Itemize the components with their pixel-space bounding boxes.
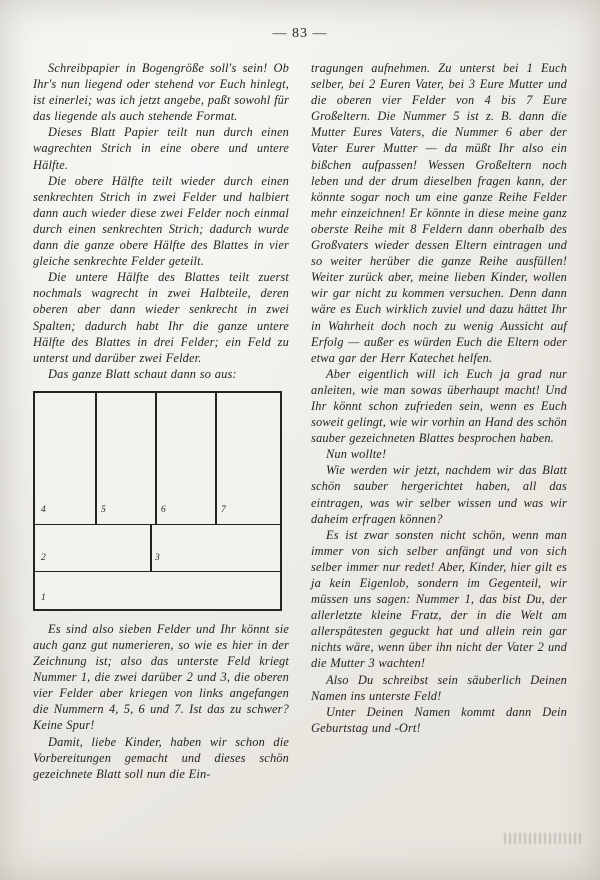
diagram-label-7: 7 — [221, 504, 226, 515]
seven-field-diagram — [33, 391, 282, 611]
paragraph: Es ist zwar sonsten nicht schön, wenn man immer von sich selber anfängt und von sich selber immer nur redet! Aber, Kinder, hier gilt es ja kein Eigenlob, sondern im Gegenteil, wir müssen uns sagen: Nummer 1, das bist Du, der allerletzte kleine Fratz, der in die Welt am allerspätesten geguckt hat und allein rein gar nichts wäre, wenn über ihn nicht der Vater 2 und die Mutter 3 wachten! — [311, 527, 567, 671]
diagram-vertical-line-3 — [215, 393, 217, 524]
diagram-label-4: 4 — [41, 504, 46, 515]
paragraph: Es sind also sieben Felder und Ihr könnt sie auch ganz gut numerieren, so wie es hier in der Zeichnung ist; also das unterste Feld kriegt Nummer 1, die zwei darüber 2 und 3, die oberen vier Felder aber kriegen von links angefangen die Nummern 4, 5, 6 und 7. Ist das zu schwer? Keine Spur! — [33, 621, 289, 733]
paragraph: Dieses Blatt Papier teilt nun durch einen wagrechten Strich in eine obere und untere Hälfte. — [33, 125, 289, 172]
diagram-horizontal-line-2 — [35, 571, 280, 573]
paragraph: Die obere Hälfte teilt wieder durch einen senkrechten Strich in zwei Felder und halbiert dann auch wieder diese zwei Felder noch einmal durch einen senkrechten Strich; dadurch wurde dann die ganze obere Hälfte des Blattes in vier gleiche senkrechte Felder geteilt. — [33, 173, 289, 269]
diagram-label-3: 3 — [155, 552, 160, 563]
diagram-horizontal-line-1 — [35, 524, 280, 526]
diagram-label-5: 5 — [101, 504, 106, 515]
two-column-body — [33, 60, 567, 850]
paragraph: tragungen aufnehmen. Zu unterst bei 1 Euch selber, bei 2 Euren Vater, bei 3 Eure Mutter und die oberen vier Felder von 4 bis 7 Eure Großeltern. Die Nummer 5 ist z. B. dann die Mutter Eures Vaters, die Nummer 6 aber der Vater Eurer Mutter — da müßt Ihr also ein bißchen aufpassen! Wessen Großeltern noch leben und der drum dieselben fragen kann, der könnte sogar noch um eine ganze Reihe Felder mehr einzeichnen! Er könnte in diese meine ganz oberste Reihe mit 8 Feldern dann oberhalb des Großvaters wieder dessen Eltern eintragen und so weiter herüber die ganze Reihe ausfüllen! Weiter zurück aber, meine lieben Kinder, wollen wir gar nicht zu kommen versuchen. Denn dann wäre es Euch wirklich zuviel und dazu hättet Ihr in Wahrheit doch noch zu wenig Aussicht auf Erfolg — außer es würden Euch die Eltern oder etwa gar der Herr Katechet helfen. — [311, 61, 567, 365]
diagram-label-1: 1 — [41, 592, 46, 603]
paragraph: Schreibpapier in Bogengröße soll's sein! Ob Ihr's nun liegend oder stehend vor Euch hinlegt, ist einerlei; was ich jetzt angebe, paßt sowohl für das liegende als auch stehende Format. — [33, 61, 289, 124]
diagram-label-2: 2 — [41, 552, 46, 563]
paragraph: Nun wollte! — [326, 447, 387, 462]
diagram-vertical-line-1 — [95, 393, 97, 524]
page-number: — 83 — — [272, 26, 328, 41]
page-smudge — [504, 833, 582, 844]
paragraph: Also Du schreibst sein säuberlich Deinen Namen ins unterste Feld! — [311, 672, 567, 703]
diagram-vertical-line-2 — [155, 393, 157, 524]
paragraph: Das ganze Blatt schaut dann so aus: — [48, 366, 237, 381]
paragraph: Aber eigentlich will ich Euch ja grad nur anleiten, wie man sowas überhaupt macht! Und Ihr könnt schon zufrieden sein, wenn es Euch soweit gelingt, wie wir vorhin an Hand des schön sauber gezeichneten Blattes besprochen haben. — [311, 366, 567, 446]
paragraph: Die untere Hälfte des Blattes teilt zuerst nochmals wagrecht in zwei Halbteile, deren oberen aber dann wieder senkrecht in zwei Spalten; dadurch habt Ihr die ganze untere Hälfte des Blattes in drei Felder; ein Feld zu unterst und darüber zwei Felder. — [33, 270, 289, 365]
left-column — [33, 60, 289, 850]
diagram-vertical-line-4 — [150, 524, 152, 571]
paragraph: Unter Deinen Namen kommt dann Dein Geburtstag und -Ort! — [311, 704, 567, 735]
right-column — [311, 60, 567, 850]
diagram-label-6: 6 — [161, 504, 166, 515]
paragraph: Wie werden wir jetzt, nachdem wir das Blatt schön sauber hergerichtet haben, all das eintragen, was wir selber wissen und was wir daheim erfragen können? — [311, 463, 567, 526]
paragraph: Damit, liebe Kinder, haben wir schon die Vorbereitungen gemacht und dieses schön gezeichnete Blatt soll nun die Ein- — [33, 734, 289, 781]
